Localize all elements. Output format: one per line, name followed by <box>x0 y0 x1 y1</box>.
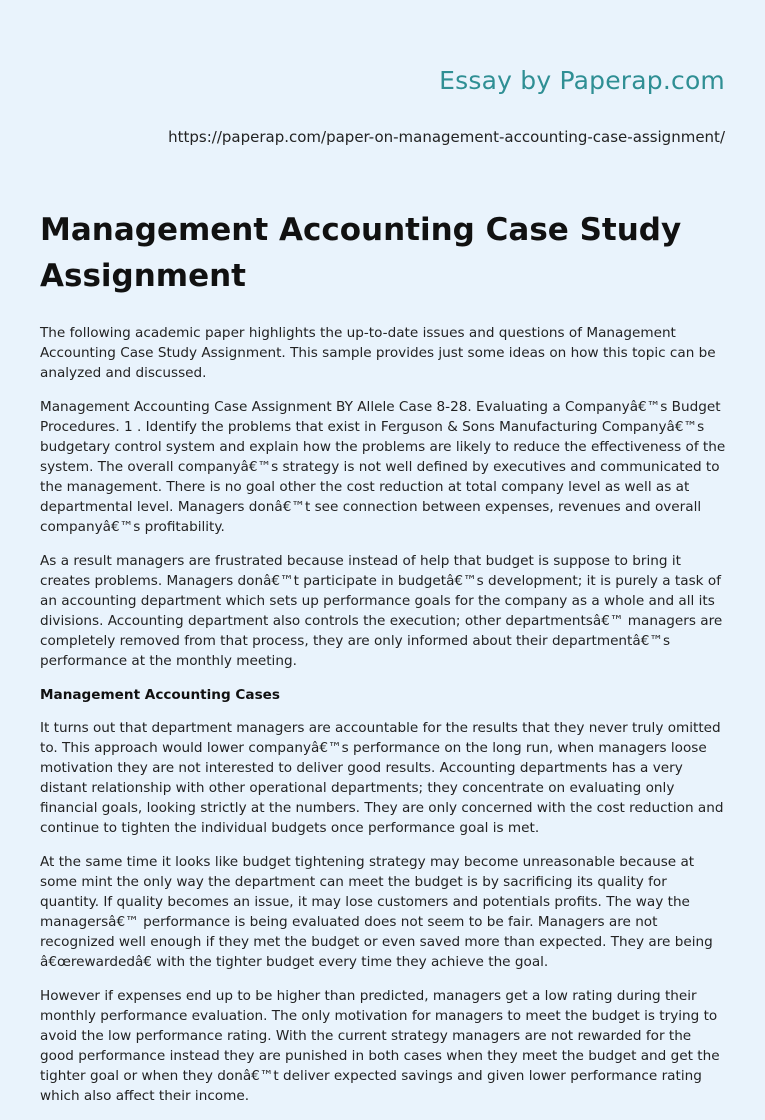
paragraph: Management Accounting Case Assignment BY Allele Case 8-28. Evaluating a Companyâ€™s Budget Procedures. 1 . Identify the problems that exist in Ferguson & Sons Manufacturing Companyâ€™s budgetary control system and explain how the problems are likely to reduce the effectiveness of the system. The overall companyâ€™s strategy is not well defined by executives and communicated to the management. There is no goal other the cost reduction at total company level as well as at departmental level. Managers donâ€™t see connection between expenses, revenues and overall companyâ€™s profitability. <box>40 399 726 535</box>
source-url[interactable]: https://paperap.com/paper-on-management-accounting-case-assignment/ <box>168 128 725 146</box>
paragraph: As a result managers are frustrated because instead of help that budget is suppose to bring it creates problems. Managers donâ€™t participate in budgetâ€™s development; it is purely a task of an accounting department which sets up performance goals for the company as a whole and all its divisions. Accounting department also controls the execution; other departmentsâ€™ managers are completely removed from that process, they are only informed about their departmentâ€™s performance at the monthly meeting. <box>40 553 723 669</box>
page-title: Management Accounting Case Study Assignment <box>40 212 682 294</box>
paragraph: At the same time it looks like budget tightening strategy may become unreasonable because at some mint the only way the department can meet the budget is by sacrificing its quality for quantity. If quality becomes an issue, it may lose customers and potentials profits. The way the managersâ€™ performance is being evaluated does not seem to be fair. Managers are not recognized well enough if they met the budget or even saved more than expected. They are being â€œrewardedâ€ with the tighter budget every time they achieve the goal. <box>40 854 713 970</box>
article-body <box>40 323 728 1120</box>
paragraph: The following academic paper highlights the up-to-date issues and questions of Management Accounting Case Study Assignment. This sample provides just some ideas on how this topic can be analyzed and discussed. <box>40 325 716 381</box>
section-heading: Management Accounting Cases <box>40 687 280 703</box>
paragraph: However if expenses end up to be higher than predicted, managers get a low rating during their monthly performance evaluation. The only motivation for managers to meet the budget is trying to avoid the low performance rating. With the current strategy managers are not rewarded for the good performance instead they are punished in both cases when they meet the budget and get the tighter goal or when they donâ€™t deliver expected savings and given lower performance rating which also affect their income. <box>40 988 720 1104</box>
paragraph: It turns out that department managers are accountable for the results that they never truly omitted to. This approach would lower companyâ€™s performance on the long run, when managers loose motivation they are not interested to deliver good results. Accounting departments has a very distant relationship with other operational departments; they concentrate on evaluating only financial goals, looking strictly at the numbers. They are only concerned with the cost reduction and continue to tighten the individual budgets once performance goal is met. <box>40 720 724 836</box>
site-brand[interactable]: Essay by Paperap.com <box>439 66 725 95</box>
